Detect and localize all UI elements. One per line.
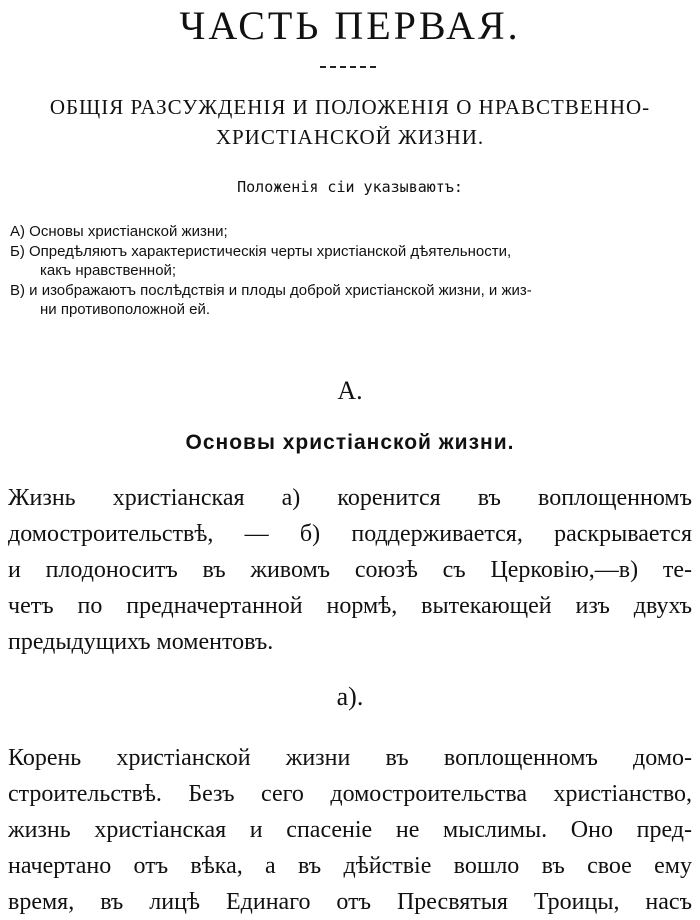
subsection-letter: а). [336,682,364,711]
paragraph-line: Корень христіанской жизни въ воплощенномъ домо- [8,745,692,771]
section-title: Основы христіанской жизни. [185,431,515,454]
paragraph-line: Жизнь христіанская а) коренится въ воплощенномъ [8,485,692,511]
list-item [10,222,690,241]
paragraph-line: начертано отъ вѣка, а въ дѣйствіе вошло въ свое ему [8,853,692,879]
summary-list [10,222,690,320]
list-item-continuation: какъ нравственной; [40,262,177,279]
paragraph-line: строительствѣ. Безъ сего домостроительства христіанство, [8,781,692,807]
list-item-line: А) Основы христіанской жизни; [10,223,228,240]
section-letter: А. [337,376,363,405]
main-heading [0,92,700,152]
list-item [10,281,690,319]
main-heading-line-1: ОБЩІЯ РАЗСУЖДЕНІЯ И ПОЛОЖЕНІЯ О НРАВСТВЕННО- [49,95,651,119]
paragraph-line: жизнь христіанская и спасеніе не мыслимы. Оно пред- [8,817,692,843]
list-item-line: В) и изображаютъ послѣдствія и плоды доброй христіанской жизни, и жиз- [10,282,532,299]
paragraph-line: время, въ лицѣ Единаго отъ Пресвятыя Троицы, насъ [8,889,692,915]
paragraph-line: и плодоноситъ въ живомъ союзѣ съ Церковію,—в) те- [8,557,692,583]
paragraph-line: домостроительствѣ, — б) поддерживается, раскрывается [8,521,692,547]
title-divider [320,66,376,68]
list-item-continuation: ни противоположной ей. [40,301,211,318]
list-item [10,242,690,280]
paragraph-2 [8,740,692,920]
list-item-line: Б) Опредѣляютъ характеристическія черты христіанской дѣятельности, [10,243,512,260]
paragraph-line: предыдущихъ моментовъ. [8,629,274,655]
paragraph-1 [8,480,692,660]
part-title: ЧАСТЬ ПЕРВАЯ. [179,3,521,48]
indicates-label: Положенія сіи указываютъ: [237,178,463,196]
main-heading-line-2: ХРИСТІАНСКОЙ ЖИЗНИ. [215,125,485,149]
paragraph-line: четъ по предначертанной нормѣ, вытекающей изъ двухъ [8,593,692,619]
